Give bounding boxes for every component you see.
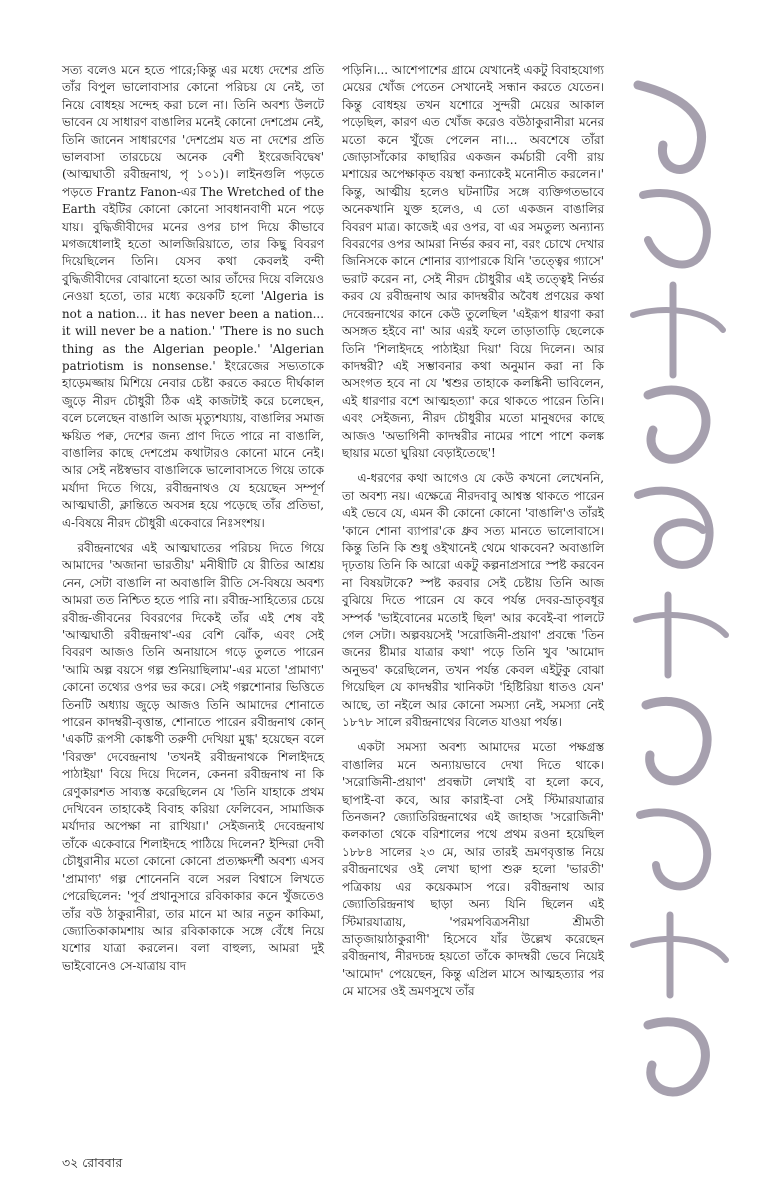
page-folio: ৩২ রোববার <box>62 1155 123 1170</box>
calligraphy-signature-icon <box>618 75 738 1115</box>
right-paragraph-3: একটা সমস্যা অবশ্য আমাদের মতো পক্ষগ্রস্ত বাঙালির মনে অন্যায়ভাবে দেখা দিতে থাকে। 'সরোজিনী-প্রয়াণ' প্রবন্ধটা লেখাই বা হলো কবে, ছাপাই-বা কবে, আর কারাই-বা সেই স্টিমারযাত্রার তিনজন? জ্যোতিরিন্দ্রনাথের এই জাহাজ 'সরোজিনী' কলকাতা থেকে বরিশালের পথে প্রথম রওনা হয়েছিল ১৮৮৪ সালের ২৩ মে, আর তারই ভ্রমণবৃত্তান্ত নিয়ে রবীন্দ্রনাথের ওই লেখা ছাপা শুরু হলো 'ভারতী' পত্রিকায় এর কয়েকমাস পরে। রবীন্দ্রনাথ আর জ্যোতিরিন্দ্রনাথ ছাড়া অন্য যিনি ছিলেন এই স্টিমারযাত্রায়, 'পরমপবিত্রসনীয়া শ্রীমতী ভ্রাতৃজায়াঠাকুরাণী' হিসেবে যাঁর উল্লেখ করেছেন রবীন্দ্রনাথ, নীরদচন্দ্র হয়তো তাঁকে কাদম্বরী ভেবে নিয়েই 'আমোদ' পেয়েছেন, কিন্তু এপ্রিল মাসে আত্মহত্যার পর মে মাসের ওই ভ্রমণসুখে তাঁর <box>342 740 604 999</box>
left-paragraph-2: রবীন্দ্রনাথের এই আত্মঘাতের পরিচয় দিতে গিয়ে আমাদের 'অজানা ভারতীয়' মনীষীটি যে রীতির আশ্রয় নেন, সেটা বাঙালি না অবাঙালি রীতি সে-বিষয়ে অবশ্য আমরা তত নিশ্চিত হতে পারি না। রবীন্দ্র-সাহিত্যের চেয়ে রবীন্দ্র-জীবনের বিবরণের দিকেই তাঁর এই শেষ বই 'আত্মঘাতী রবীন্দ্রনাথ'-এর বেশি ঝোঁক, এবং সেই বিবরণ আজও তিনি অনায়াসে গড়ে তুলতে পারেন 'আমি অল্প বয়সে গল্প শুনিয়াছিলাম'-এর মতো 'প্রামাণ্য' কোনো তথ্যের ওপর ভর করে। সেই গল্পশোনার ভিত্তিতে তিনটি অধ্যায় জুড়ে আজও তিনি আমাদের শোনাতে পারেন কাদম্বরী-বৃত্তান্ত, শোনাতে পারেন রবীন্দ্রনাথ কোন্ 'একটি রূপসী কোঙ্কণী তরুণী দেখিয়া মুগ্ধ' হয়েছেন বলে 'বিরক্ত' দেবেন্দ্রনাথ 'তখনই রবীন্দ্রনাথকে শিলাইদহে পাঠাইয়া' বিয়ে দিয়ে দিলেন, কেননা রবীন্দ্রনাথ না কি রেণুকারশত সাব্যস্ত করেছিলেন যে 'তিনি যাহাকে প্রথম দেখিবেন তাহাকেই বিবাহ করিয়া ফেলিবেন, সামাজিক মর্যাদার অপেক্ষা না রাখিয়া।' সেইজন্যই দেবেন্দ্রনাথ তাঁকে একেবারে শিলাইদহে পাঠিয়ে দিলেন? ইন্দিরা দেবী চৌধুরানীর মতো কোনো কোনো প্রত্যক্ষদর্শী অবশ্য এসব 'প্রামাণ্য' গল্প শোনেননি বলে সরল বিশ্বাসে লিখতে পেরেছিলেন: 'পূর্ব প্রথানুসারে রবিকাকার কনে খুঁজতেও তাঁর বউ ঠাকুরানীরা, তার মানে মা আর নতুন কাকিমা, জ্যোতিকাকামশায় আর রবিকাকাকে সঙ্গে বেঁধে নিয়ে যশোর যাত্রা করলেন। বলা বাহুল্য, আমরা দুই ভাইবোনেও সে-যাত্রায় বাদ <box>62 540 324 973</box>
article-column-left <box>62 62 324 975</box>
right-paragraph-1: পড়িনি।... আশেপাশের গ্রামে যেখানেই একটু বিবাহযোগ্য মেয়ের খোঁজ পেতেন সেখানেই সন্ধান করতে যেতেন। কিন্তু বোধহয় তখন যশোরে সুন্দরী মেয়ের আকাল পড়েছিল, কারণ এত খোঁজ করেও বউঠাকুরানীরা মনের মতো কনে খুঁজে পেলেন না।... অবশেষে তাঁরা জোড়াসাঁকোর কাছারির একজন কর্মচারী বেণী রায় মশায়ের অপেক্ষাকৃত বয়স্থা কন্যাকেই মনোনীত করলেন।' কিন্তু, আত্মীয় হলেও ঘটনাটির সঙ্গে ব্যক্তিগতভাবে অনেকখানি যুক্ত হলেও, এ তো একজন বাঙালির বিবরণ মাত্র। কাজেই এর ওপর, বা এর সমতুল্য অন্যান্য বিবরণের ওপর আমরা নির্ভর করব না, বরং চোখে দেখার জিনিসকে কানে শোনার ব্যাপারকে যিনি 'তত্ত্বের গ্যাসে' ভরাট করেন না, সেই নীরদ চৌধুরীর এই তত্ত্বেই নির্ভর করব যে রবীন্দ্রনাথ আর কাদম্বরীর অবৈধ প্রণয়ের কথা দেবেন্দ্রনাথের কানে কেউ তুলেছিল 'এইরূপ ধারণা করা অসঙ্গত হইবে না' আর এরই ফলে তাড়াতাড়ি ছেলেকে তিনি 'শিলাইদহে পাঠাইয়া দিয়া' বিয়ে দিলেন। আর কাদম্বরী? এই সম্ভাবনার কথা অনুমান করা না কি অসংগত হবে না যে 'শ্বশুর তাহাকে কলঙ্কিনী ভাবিলেন, এই ধারণার বশে আত্মহত্যা' করে থাকতে পারেন তিনি। এবং সেইজন্য, নীরদ চৌধুরীর মতো মানুষদের কাছে আজও 'অভাগিনী কাদম্বরীর নামের পাশে পাশে কলঙ্ক ছায়ার মতো ঘুরিয়া বেড়াইতেছে'! <box>342 63 604 460</box>
article-column-right <box>342 62 604 1001</box>
left-paragraph-1: সত্য বলেও মনে হতে পারে;কিন্তু এর মধ্যে দেশের প্রতি তাঁর বিপুল ভালোবাসার কোনো পরিচয় যে নেই, তা নিয়ে বোধহয় সন্দেহ করা চলে না। তিনি অবশ্য উলটে ভাবেন যে সাধারণ বাঙালির মনেই কোনো দেশপ্রেম নেই, তিনি জানেন সাধারণের 'দেশপ্রেম যত না দেশের প্রতি ভালবাসা তারচেয়ে অনেক বেশী ইংরেজবিদ্বেষ' (আত্মঘাতী রবীন্দ্রনাথ, পৃ ১০১)। লাইনগুলি পড়তে পড়তে Frantz Fanon-এর The Wretched of the Earth বইটির কোনো কোনো সাবধানবাণী মনে পড়ে যায়। বুদ্ধিজীবীদের মনের ওপর চাপ দিয়ে কীভাবে মগজধোলাই হতো আলজিরিয়াতে, তার কিছু বিবরণ দিয়েছিলেন তিনি। যেসব কথা কেবলই বন্দী বুদ্ধিজীবীদের বোঝানো হতো আর তাঁদের দিয়ে বলিয়েও নেওয়া হতো, তার মধ্যে কয়েকটি হলো 'Algeria is not a nation... it has never been a nation... it will never be a nation.' 'There is no such thing as the Algerian people.' 'Algerian patriotism is nonsense.' ইংরেজের সভ্যতাকে হাড়েমজ্জায় মিশিয়ে নেবার চেষ্টা করতে করতে দীর্ঘকাল জুড়ে নীরদ চৌধুরী ঠিক এই কাজটাই করে চলেছেন, বলে চলেছেন বাঙালি আজ মৃত্যুশয্যায়, বাঙালির সমাজ ক্ষয়িত পক্ব, দেশের জন্য প্রাণ দিতে পারে না বাঙালি, বাঙালির কাছে দেশপ্রেম কথাটারও কোনো মানে নেই। আর সেই নষ্টস্বভাব বাঙালিকে ভালোবাসতে গিয়ে তাকে মর্যাদা দিতে গিয়ে, রবীন্দ্রনাথও যে হয়েছেন সম্পূর্ণ আত্মঘাতী, ক্লান্তিতে অবসন্ন হয়ে পড়েছে তাঁর প্রতিভা, এ-বিষয়ে নীরদ চৌধুরী একেবারে নিঃসংশয়। <box>62 63 324 530</box>
right-paragraph-2: এ-ধরণের কথা আগেও যে কেউ কখনো লেখেননি, তা অবশ্য নয়। এক্ষেত্রে নীরদবাবু আশ্বস্ত থাকতে পারেন এই ভেবে যে, এমন কী কোনো কোনো 'বাঙালি'ও তাঁরই 'কানে শোনা ব্যাপার'কে ধ্রুব সত্য মানতে ভালোবাসে। কিন্তু তিনি কি শুধু ওইখানেই থেমে থাকবেন? অবাঙালি দৃঢ়তায় তিনি কি আরো একটু কল্পনাপ্রসারে স্পষ্ট করবেন না বিষয়টাকে? স্পষ্ট করবার সেই চেষ্টায় তিনি আজ বুঝিয়ে দিতে পারেন যে কবে পর্যন্ত দেবর-ভ্রাতৃবধূর সম্পর্ক 'ভাইবোনের মতোই ছিল' আর কবেই-বা পালটে গেল সেটা। অল্পবয়সেই 'সরোজিনী-প্রয়াণ' প্রবন্ধে 'তিন জনের ষ্টীমার যাত্রার কথা' পড়ে তিনি খুব 'আমোদ অনুভব' করেছিলেন, তখন পর্যন্ত কেবল এইটুকু বোঝা গিয়েছিল যে কাদম্বরীর খানিকটা 'হিষ্টিরিয়া ধাতও যেন' আছে, তা নইলে আর কোনো সমস্যা নেই, সমস্যা নেই ১৮৭৮ সালে রবীন্দ্রনাথের বিলেত যাওয়া পর্যন্ত। <box>342 471 604 730</box>
